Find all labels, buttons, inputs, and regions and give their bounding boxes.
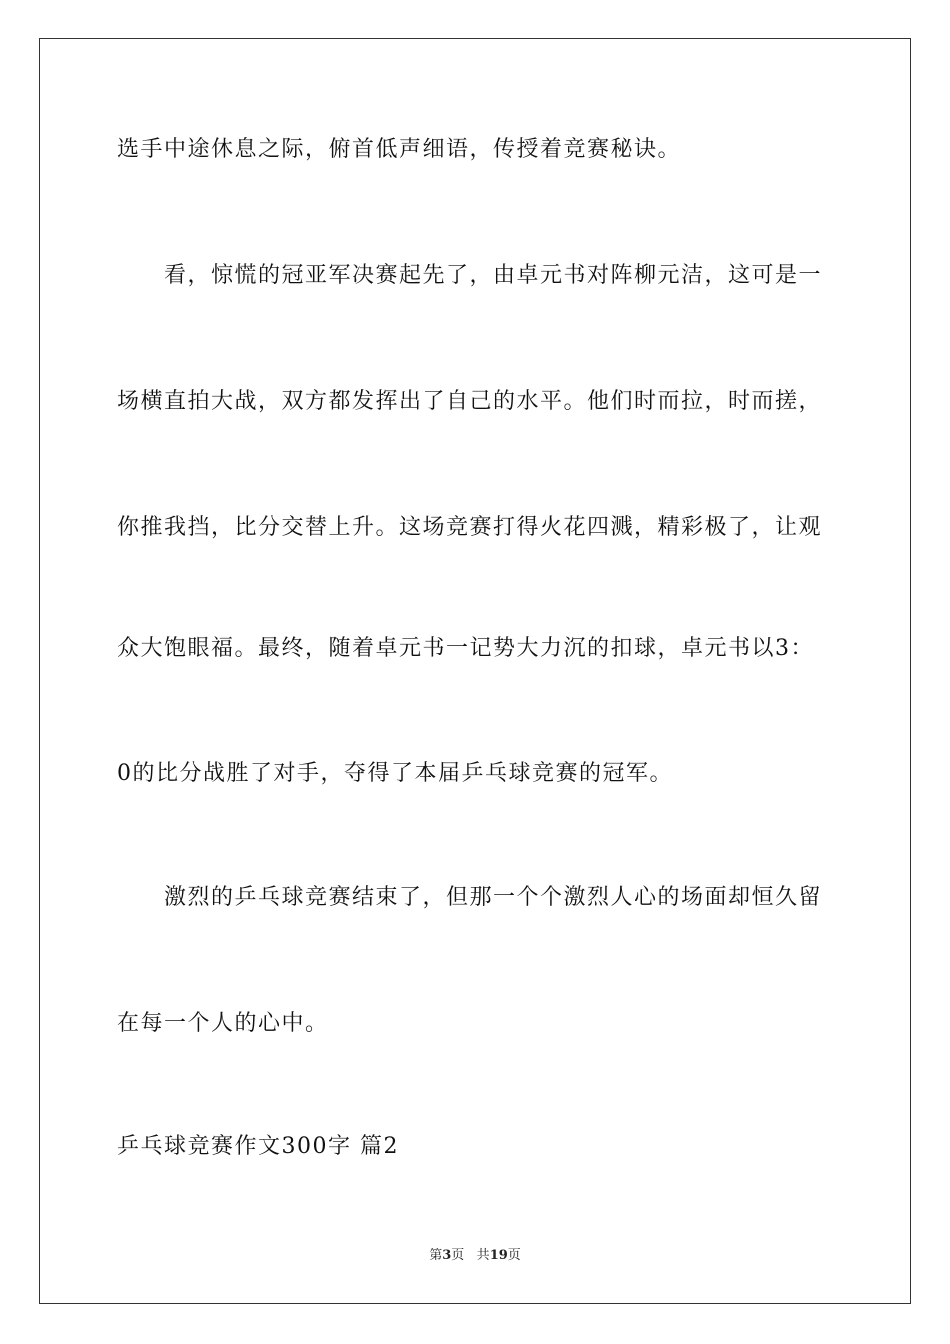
paragraph-line-1: 选手中途休息之际，俯首低声细语，传授着竞赛秘诀。 <box>117 137 682 162</box>
paragraph-line-6: 0的比分战胜了对手，夺得了本届乒乓球竞赛的冠军。 <box>117 761 673 786</box>
footer-page-prefix: 第 <box>429 1248 443 1263</box>
paragraph-line-2: 看，惊慌的冠亚军决赛起先了，由卓元书对阵柳元洁，这可是一 <box>117 263 823 288</box>
section-heading: 乒乓球竞赛作文300字 篇2 <box>117 1134 399 1159</box>
footer-total-suffix: 页 <box>507 1248 521 1263</box>
footer-page-suffix: 页 <box>451 1248 465 1263</box>
page-footer <box>0 1247 950 1265</box>
paragraph-line-8: 在每一个人的心中。 <box>117 1011 329 1036</box>
footer-page-number: 3 <box>442 1248 452 1263</box>
paragraph-line-7: 激烈的乒乓球竞赛结束了，但那一个个激烈人心的场面却恒久留 <box>117 885 823 910</box>
footer-total-prefix: 共 <box>476 1248 490 1263</box>
page-border <box>39 38 911 1304</box>
paragraph-line-4: 你推我挡，比分交替上升。这场竞赛打得火花四溅，精彩极了，让观 <box>117 515 823 540</box>
paragraph-line-5: 众大饱眼福。最终，随着卓元书一记势大力沉的扣球，卓元书以3： <box>117 636 814 661</box>
paragraph-line-3: 场横直拍大战，双方都发挥出了自己的水平。他们时而拉，时而搓， <box>117 389 823 414</box>
footer-total-pages: 19 <box>489 1248 508 1263</box>
